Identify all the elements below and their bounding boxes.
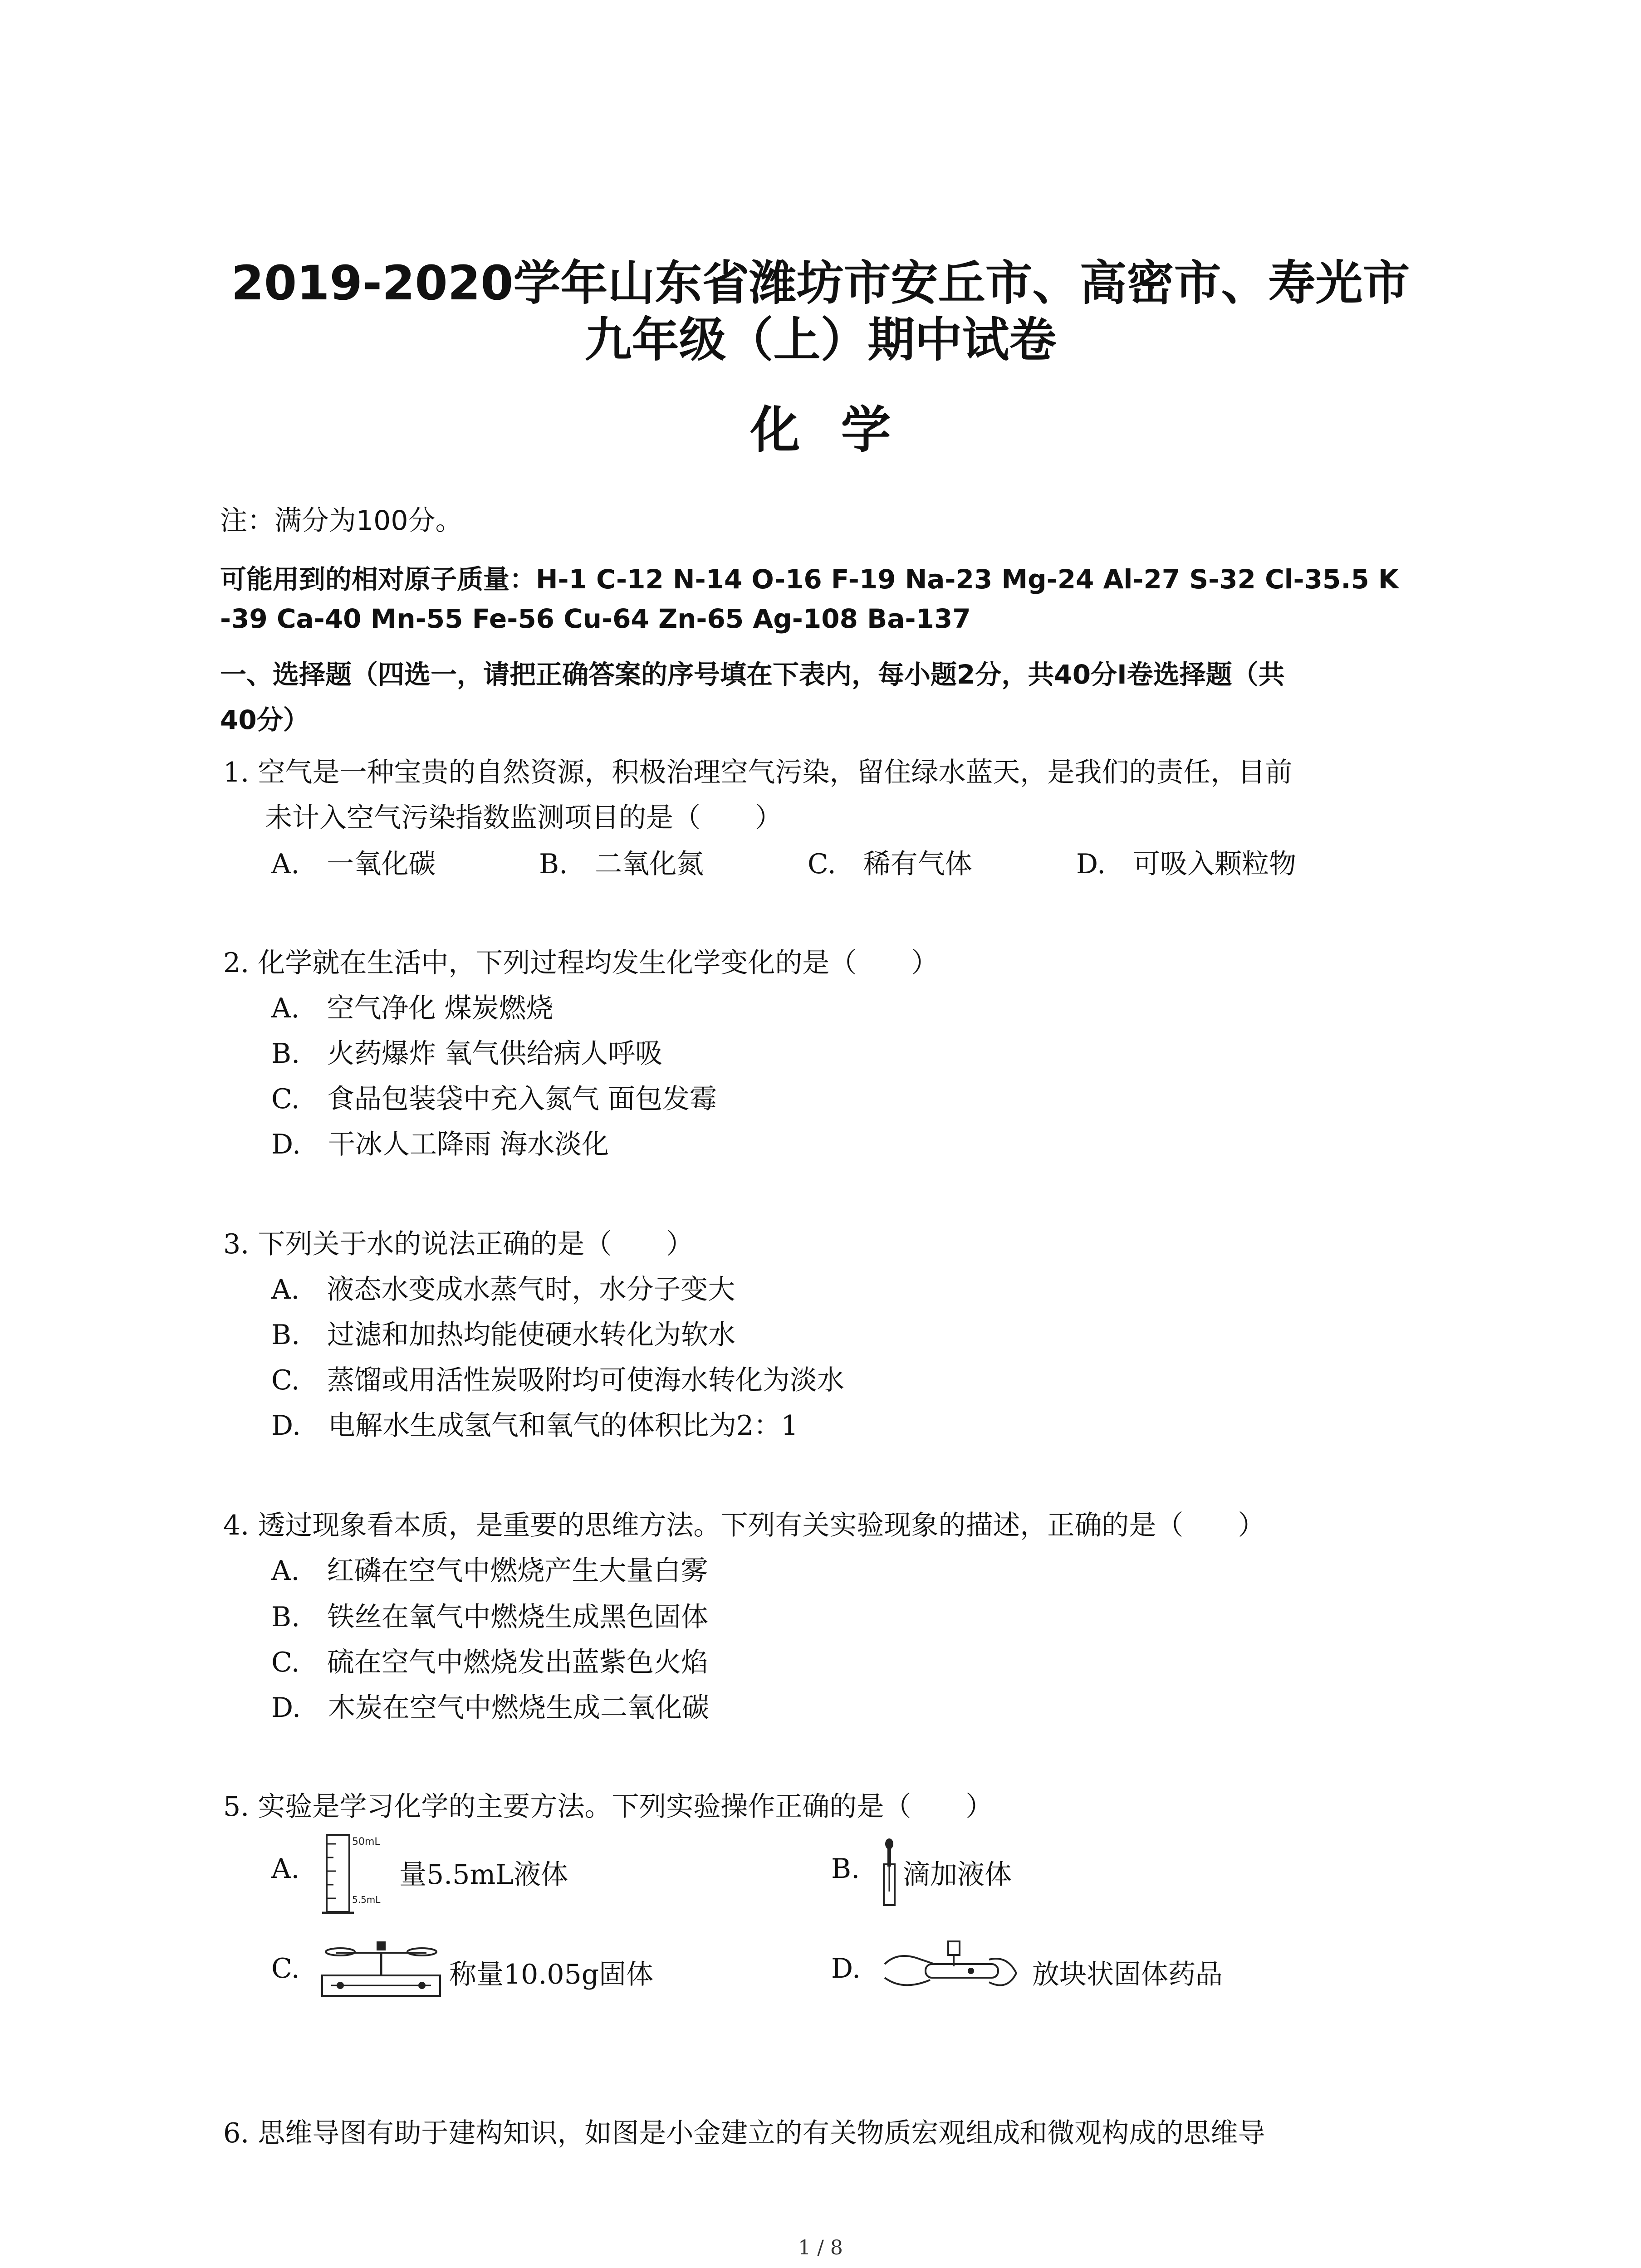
question-3-option-b[interactable]: B. 过滤和加热均能使硬水转化为软水 [271,1319,736,1351]
question-4-option-b[interactable]: B. 铁丝在氧气中燃烧生成黑色固体 [271,1601,709,1633]
title-line-1: 2019-2020学年山东省潍坊市安丘市、高密市、寿光市 [231,255,1410,311]
balance-scale-figure [318,1935,445,2003]
atomic-mass-line-1: 可能用到的相对原子质量：H-1 C-12 N-14 O-16 F-19 Na-23 Mg-24 Al-27 S-32 Cl-35.5 K [220,564,1399,595]
question-4-option-c[interactable]: C. 硫在空气中燃烧发出蓝紫色火焰 [271,1647,708,1678]
question-4-option-d[interactable]: D. 木炭在空气中燃烧生成二氧化碳 [271,1692,710,1724]
title-line-2: 九年级（上）期中试卷 [584,312,1057,367]
question-1-option-c[interactable]: C. 稀有气体 [808,848,972,880]
question-2-option-c[interactable]: C. 食品包装袋中充入氮气 面包发霉 [271,1083,717,1115]
question-1-stem-line-1: 1. 空气是一种宝贵的自然资源，积极治理空气污染，留住绿水蓝天，是我们的责任，目前 [223,757,1293,788]
subject-title: 化学 [750,401,932,459]
question-2-stem: 2. 化学就在生活中，下列过程均发生化学变化的是（ ） [223,947,939,979]
question-1-option-d[interactable]: D. 可吸入颗粒物 [1076,848,1297,880]
question-5-option-b-text[interactable]: 滴加液体 [903,1859,1012,1891]
question-1-stem-line-2: 未计入空气污染指数监测项目的是（ ） [265,802,782,834]
question-5-option-c-text[interactable]: 称量10.05g固体 [449,1959,654,1990]
cylinder-top-label: 50mL [352,1836,380,1848]
question-5-option-b-letter[interactable]: B. [831,1853,860,1885]
question-4-option-a[interactable]: A. 红磷在空气中燃烧产生大量白雾 [271,1555,708,1587]
question-3-option-a[interactable]: A. 液态水变成水蒸气时，水分子变大 [271,1274,735,1305]
section-heading-line-2: 40分） [220,704,309,735]
question-2-option-b[interactable]: B. 火药爆炸 氧气供给病人呼吸 [271,1038,663,1070]
question-4-stem: 4. 透过现象看本质，是重要的思维方法。下列有关实验现象的描述，正确的是（ ） [223,1510,1265,1541]
question-6-stem: 6. 思维导图有助于建构知识，如图是小金建立的有关物质宏观组成和微观构成的思维导 [223,2117,1265,2149]
question-5-option-a-text[interactable]: 量5.5mL液体 [399,1859,568,1891]
question-5-option-a-letter[interactable]: A. [271,1853,300,1885]
question-3-stem: 3. 下列关于水的说法正确的是（ ） [223,1228,694,1260]
question-5-option-c-letter[interactable]: C. [271,1953,300,1984]
question-5-option-d-text[interactable]: 放块状固体药品 [1032,1959,1223,1990]
test-tube-hand-figure [880,1932,1025,2005]
question-2-option-a[interactable]: A. 空气净化 煤炭燃烧 [271,992,554,1024]
page-number: 1 / 8 [798,2236,843,2259]
score-note: 注：满分为100分。 [220,505,463,537]
cylinder-bottom-label: 5.5mL [352,1894,381,1905]
graduated-cylinder-figure [318,1830,395,1921]
question-3-option-c[interactable]: C. 蒸馏或用活性炭吸附均可使海水转化为淡水 [271,1364,844,1396]
question-3-option-d[interactable]: D. 电解水生成氢气和氧气的体积比为2：1 [271,1410,798,1442]
question-5-stem: 5. 实验是学习化学的主要方法。下列实验操作正确的是（ ） [223,1791,993,1823]
section-heading-line-1: 一、选择题（四选一，请把正确答案的序号填在下表内，每小题2分，共40分I卷选择题（共 [220,659,1285,690]
question-1-option-a[interactable]: A. 一氧化碳 [271,848,436,880]
atomic-mass-line-2: -39 Ca-40 Mn-55 Fe-56 Cu-64 Zn-65 Ag-108 Ba-137 [220,603,971,634]
dropper-figure [880,1837,898,1910]
question-2-option-d[interactable]: D. 干冰人工降雨 海水淡化 [271,1129,609,1160]
question-5-option-d-letter[interactable]: D. [831,1953,861,1984]
question-1-option-b[interactable]: B. 二氧化氮 [539,848,704,880]
